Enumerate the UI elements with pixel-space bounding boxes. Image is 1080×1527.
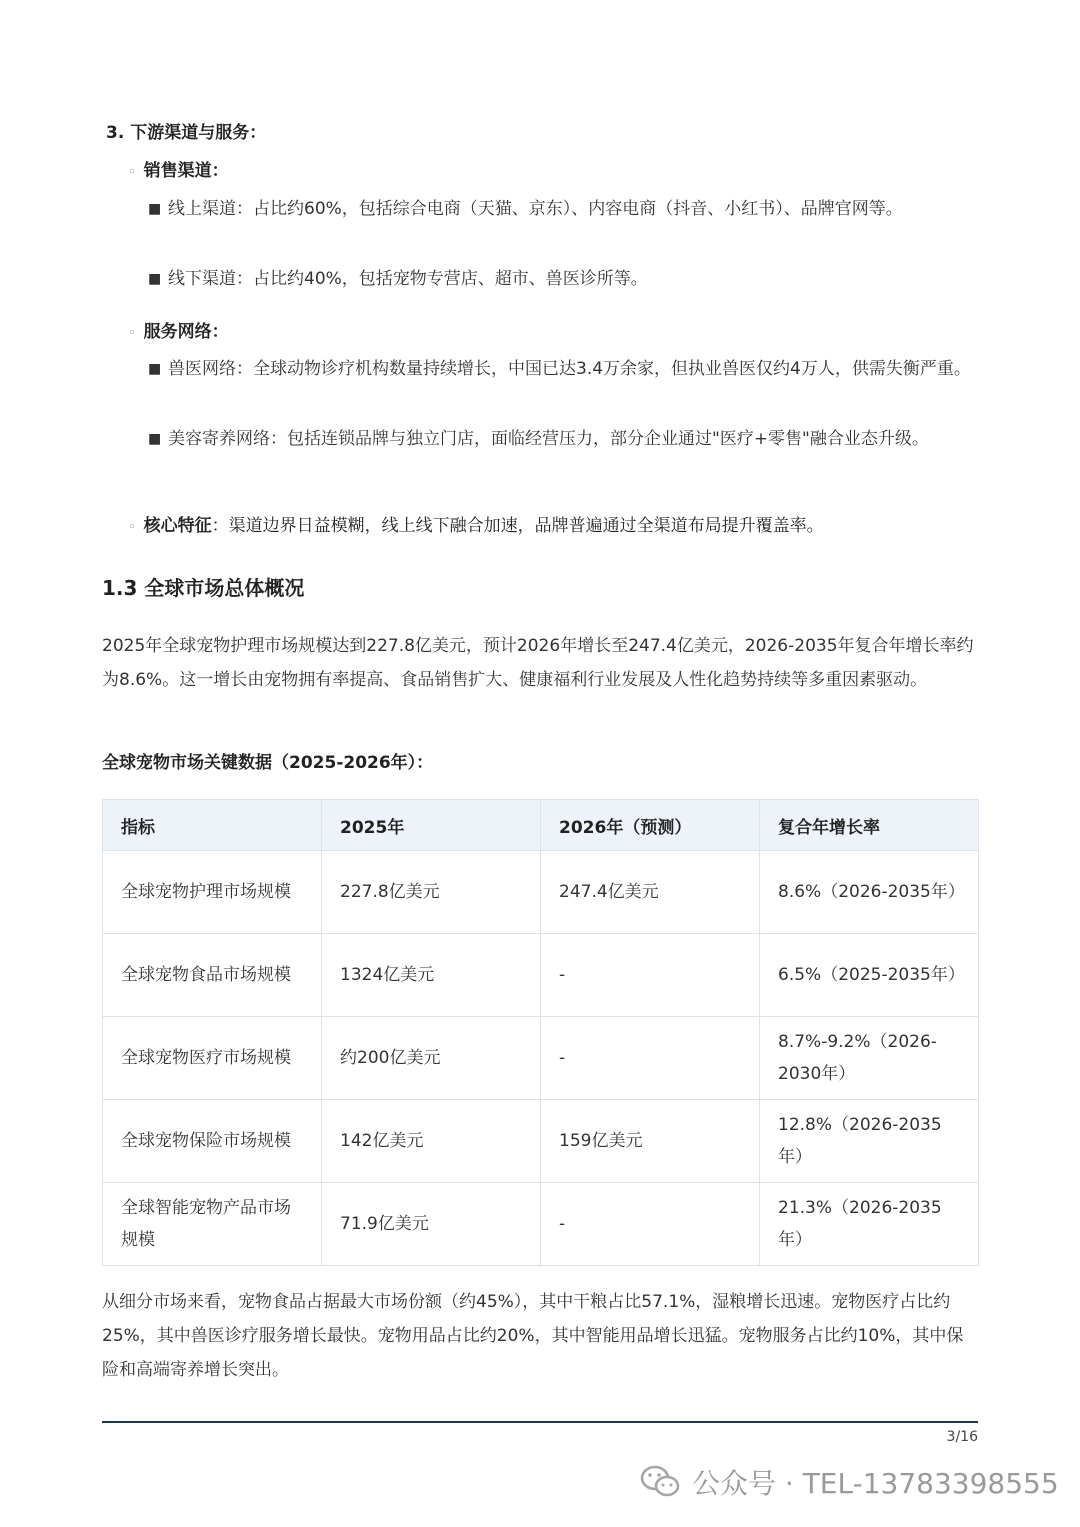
header-indicator: 指标 — [103, 800, 322, 851]
table-header-row — [103, 800, 979, 851]
hollow-bullet-icon: ◦ — [128, 165, 136, 180]
section-3-title: 3. 下游渠道与服务： — [106, 123, 267, 143]
footer-divider — [102, 1421, 978, 1423]
hollow-bullet-icon: ◦ — [128, 326, 136, 341]
table-row — [103, 851, 979, 934]
wechat-icon — [640, 1464, 682, 1500]
header-2026: 2026年（预测） — [541, 800, 760, 851]
section-heading: 1.3 全球市场总体概况 — [102, 576, 305, 600]
group-service-network — [128, 317, 229, 342]
list-item-text: 线上渠道：占比约60%，包括综合电商（天猫、京东）、内容电商（抖音、小红书）、品牌官网等。 — [168, 199, 903, 219]
list-item — [148, 263, 978, 295]
group-label: 核心特征 — [143, 516, 212, 536]
closing-paragraph: 从细分市场来看，宠物食品占据最大市场份额（约45%），其中干粮占比57.1%，湿粮增长迅速。宠物医疗占比约25%，其中兽医诊疗服务增长最快。宠物用品占比约20%，其中智能用品增长迅猛。宠物服务占比约10%，其中保险和高端寄养增长突出。 — [102, 1292, 964, 1380]
table-cell: - — [541, 1017, 760, 1100]
header-2025: 2025年 — [322, 800, 541, 851]
square-bullet-icon: ■ — [148, 201, 162, 217]
table-cell: 约200亿美元 — [322, 1017, 541, 1100]
group-label: 销售渠道： — [143, 161, 229, 181]
table-cell: 159亿美元 — [541, 1100, 760, 1183]
list-item-text: 兽医网络：全球动物诊疗机构数量持续增长，中国已达3.4万余家，但执业兽医仅约4万人，供需失衡严重。 — [168, 359, 971, 379]
hollow-bullet-icon: ◦ — [128, 520, 136, 535]
page-number: 3/16 — [946, 1429, 978, 1445]
table-cell: 8.7%-9.2%（2026-2030年） — [760, 1017, 979, 1100]
watermark-text: 公众号 · TEL-13783398555 — [692, 1467, 1059, 1500]
table-row — [103, 934, 979, 1017]
list-item — [148, 423, 978, 455]
table-row — [103, 1183, 979, 1266]
table-cell: 8.6%（2026-2035年） — [760, 851, 979, 934]
table-cell: 全球宠物护理市场规模 — [103, 851, 322, 934]
table-cell: 全球宠物保险市场规模 — [103, 1100, 322, 1183]
table-cell: 71.9亿美元 — [322, 1183, 541, 1266]
table-cell: 21.3%（2026-2035年） — [760, 1183, 979, 1266]
table-caption: 全球宠物市场关键数据（2025-2026年）： — [102, 753, 434, 773]
table-cell: 142亿美元 — [322, 1100, 541, 1183]
intro-paragraph: 2025年全球宠物护理市场规模达到227.8亿美元，预计2026年增长至247.4亿美元，2026-2035年复合年增长率约为8.6%。这一增长由宠物拥有率提高、食品销售扩大、健康福利行业发展及人性化趋势持续等多重因素驱动。 — [102, 636, 974, 690]
table-cell: 247.4亿美元 — [541, 851, 760, 934]
table-cell: 全球宠物医疗市场规模 — [103, 1017, 322, 1100]
group-label: 服务网络： — [143, 322, 229, 342]
group-sales-channels — [128, 156, 229, 181]
square-bullet-icon: ■ — [148, 271, 162, 287]
market-data-table — [102, 799, 979, 1266]
list-item — [148, 353, 978, 385]
table-row — [103, 1017, 979, 1100]
table-cell: 全球宠物食品市场规模 — [103, 934, 322, 1017]
table-cell: 12.8%（2026-2035年） — [760, 1100, 979, 1183]
table-cell: 1324亿美元 — [322, 934, 541, 1017]
square-bullet-icon: ■ — [148, 361, 162, 377]
table-cell: 6.5%（2025-2035年） — [760, 934, 979, 1017]
list-item — [148, 193, 978, 225]
list-item-text: 线下渠道：占比约40%，包括宠物专营店、超市、兽医诊所等。 — [168, 269, 648, 289]
table-cell: - — [541, 1183, 760, 1266]
group-core-features — [128, 511, 824, 536]
header-cagr: 复合年增长率 — [760, 800, 979, 851]
list-item-text: 美容寄养网络：包括连锁品牌与独立门店，面临经营压力，部分企业通过"医疗+零售"融合业态升级。 — [168, 429, 929, 449]
table-row — [103, 1100, 979, 1183]
table-cell: - — [541, 934, 760, 1017]
table-cell: 全球智能宠物产品市场规模 — [103, 1183, 322, 1266]
square-bullet-icon: ■ — [148, 431, 162, 447]
group-text: ：渠道边界日益模糊，线上线下融合加速，品牌普遍通过全渠道布局提升覆盖率。 — [211, 516, 824, 536]
table-cell: 227.8亿美元 — [322, 851, 541, 934]
watermark — [640, 1462, 1059, 1502]
